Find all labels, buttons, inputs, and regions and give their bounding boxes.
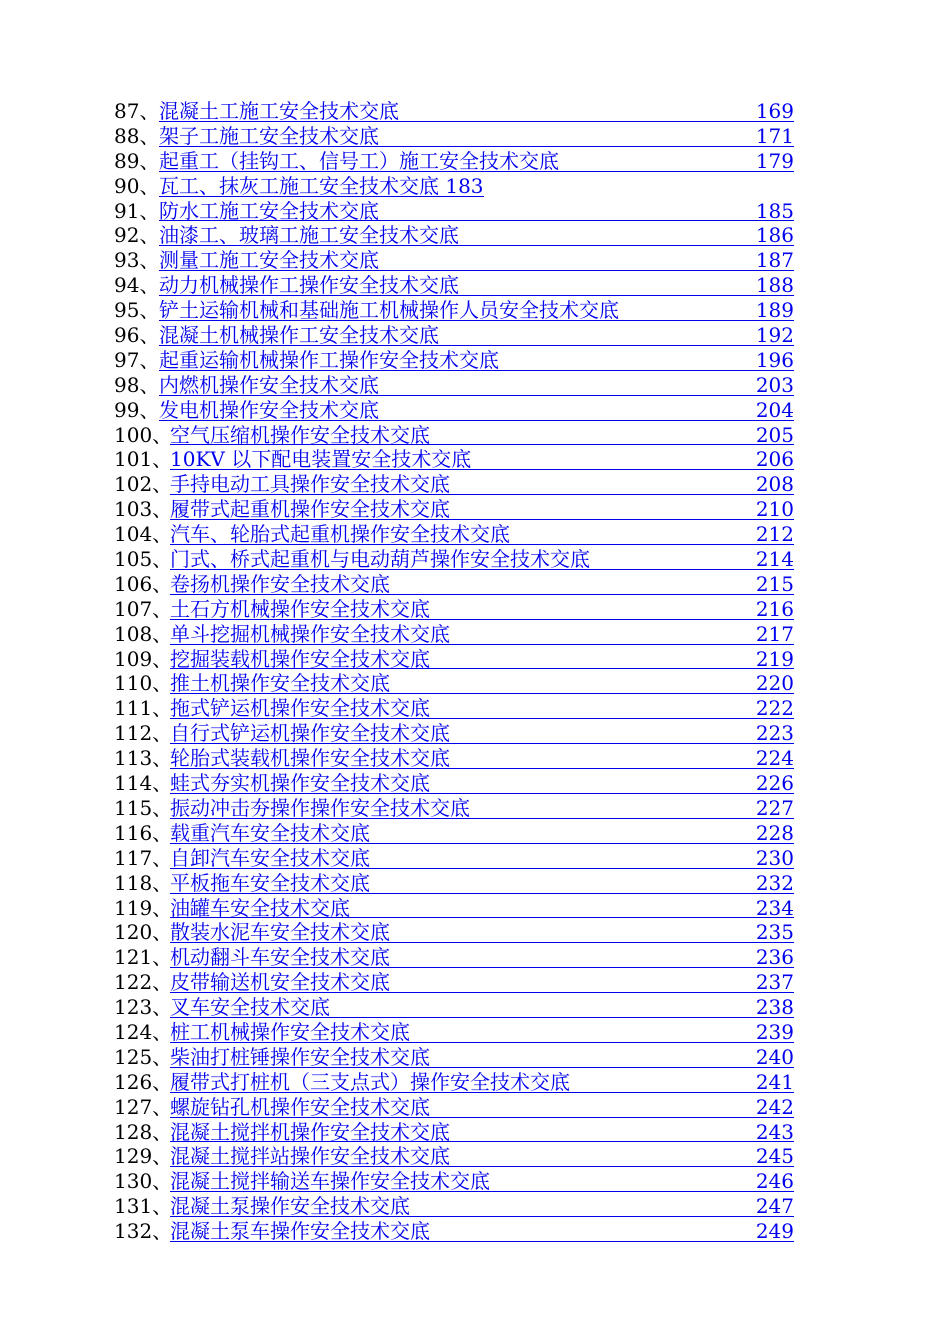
- toc-entry: [114, 223, 796, 248]
- toc-entry: [114, 472, 796, 497]
- toc-entry-number: 121、: [114, 945, 173, 970]
- toc-entry-number: 116、: [114, 820, 173, 845]
- toc-entry-link[interactable]: [170, 497, 794, 520]
- toc-entry-page-number: 215: [755, 571, 794, 596]
- toc-entry-link[interactable]: [170, 547, 794, 570]
- toc-entry: [114, 796, 796, 821]
- toc-entry-link[interactable]: [170, 945, 794, 968]
- toc-entry-title: 起重运输机械操作工操作安全技术交底: [159, 347, 499, 372]
- toc-entry-page-number: 192: [755, 323, 794, 348]
- toc-entry-page-number: 217: [755, 621, 794, 646]
- toc-entry-title: 混凝土泵操作安全技术交底: [170, 1194, 410, 1219]
- toc-entry-number: 100、: [114, 422, 173, 447]
- toc-entry: [114, 871, 796, 896]
- toc-entry-title: 螺旋钻孔机操作安全技术交底: [170, 1094, 430, 1119]
- toc-entry-number: 95、: [114, 298, 160, 323]
- toc-entry-link[interactable]: [170, 721, 794, 744]
- toc-entry-number: 89、: [114, 148, 160, 173]
- toc-entry: [114, 597, 796, 622]
- toc-entry-link[interactable]: [159, 298, 794, 321]
- toc-entry-title: 混凝土机械操作工安全技术交底: [159, 323, 439, 348]
- toc-entry: [114, 1070, 796, 1095]
- toc-entry: [114, 323, 796, 348]
- toc-entry: [114, 1045, 796, 1070]
- toc-entry-number: 101、: [114, 447, 173, 472]
- toc-entry-number: 91、: [114, 198, 160, 223]
- toc-entry: [114, 721, 796, 746]
- toc-entry-link[interactable]: [170, 970, 794, 993]
- toc-entry: [114, 995, 796, 1020]
- toc-entry: [114, 373, 796, 398]
- toc-entry-page-number: 240: [755, 1044, 794, 1069]
- toc-entry-link[interactable]: [159, 398, 794, 421]
- toc-entry: [114, 846, 796, 871]
- toc-entry-number: 122、: [114, 970, 173, 995]
- toc-entry: [114, 398, 796, 423]
- toc-entry-number: 108、: [114, 621, 173, 646]
- toc-entry: [114, 945, 796, 970]
- toc-entry: [114, 99, 796, 124]
- toc-entry-page-number: 238: [755, 995, 794, 1020]
- toc-entry: [114, 1120, 796, 1145]
- toc-entry-title: 空气压缩机操作安全技术交底: [170, 422, 430, 447]
- toc-entry-page-number: 234: [755, 895, 794, 920]
- toc-entry: [114, 572, 796, 597]
- toc-entry-title: 10KV 以下配电装置安全技术交底: [170, 447, 472, 472]
- toc-entry-link[interactable]: [170, 696, 794, 719]
- toc-entry-link[interactable]: [170, 1219, 794, 1242]
- toc-entry-number: 123、: [114, 995, 173, 1020]
- toc-entry-link[interactable]: [170, 1120, 794, 1143]
- toc-entry-number: 126、: [114, 1069, 173, 1094]
- toc-entry-title: 架子工施工安全技术交底: [159, 123, 379, 148]
- toc-entry-title: 油罐车安全技术交底: [170, 895, 350, 920]
- toc-entry-number: 104、: [114, 522, 173, 547]
- toc-entry-number: 114、: [114, 771, 173, 796]
- toc-entry-page-number: 235: [755, 920, 794, 945]
- toc-entry-title: 推土机操作安全技术交底: [170, 671, 390, 696]
- toc-entry-title: 起重工（挂钩工、信号工）施工安全技术交底: [159, 148, 559, 173]
- toc-entry-title: 卷扬机操作安全技术交底: [170, 571, 390, 596]
- toc-entry: [114, 920, 796, 945]
- toc-entry-title: 土石方机械操作安全技术交底: [170, 596, 430, 621]
- toc-entry-page-number: 214: [755, 547, 794, 572]
- toc-entry-link[interactable]: [170, 1020, 794, 1043]
- toc-entry-title: 单斗挖掘机械操作安全技术交底: [170, 621, 450, 646]
- toc-entry-page-number: 210: [755, 497, 794, 522]
- toc-entry-title: 混凝土搅拌机操作安全技术交底: [170, 1119, 450, 1144]
- toc-entry-title: 防水工施工安全技术交底: [159, 198, 379, 223]
- toc-entry-title: 门式、桥式起重机与电动葫芦操作安全技术交底: [170, 547, 590, 572]
- toc-entry-number: 119、: [114, 895, 173, 920]
- toc-entry-number: 128、: [114, 1119, 173, 1144]
- toc-entry-page-number: 169: [755, 99, 794, 123]
- toc-entry-page-number: 216: [755, 596, 794, 621]
- toc-entry-title: 履带式打桩机（三支点式）操作安全技术交底: [170, 1069, 570, 1094]
- toc-entry-link[interactable]: [159, 348, 794, 371]
- toc-entry-page-number: 179: [755, 148, 794, 173]
- toc-entry-number: 103、: [114, 497, 173, 522]
- toc-entry-link[interactable]: [159, 174, 484, 197]
- toc-entry: [114, 746, 796, 771]
- toc-entry-page-number: 196: [755, 347, 794, 372]
- toc-entry-number: 88、: [114, 123, 160, 148]
- toc-entry-title: 混凝土泵车操作安全技术交底: [170, 1219, 430, 1244]
- toc-entry-link[interactable]: [159, 323, 794, 346]
- toc-entry-number: 113、: [114, 746, 173, 771]
- toc-entry: [114, 771, 796, 796]
- toc-entry-title: 油漆工、玻璃工施工安全技术交底: [159, 223, 459, 248]
- toc-entry-page-number: 219: [755, 646, 794, 671]
- toc-entry-title: 铲土运输机械和基础施工机械操作人员安全技术交底: [159, 298, 619, 323]
- toc-entry: [114, 522, 796, 547]
- toc-entry-link[interactable]: [170, 572, 794, 595]
- toc-entry-page-number: 230: [755, 845, 794, 870]
- toc-entry-page-number: 243: [755, 1119, 794, 1144]
- toc-entry: [114, 174, 796, 199]
- toc-entry-link[interactable]: [170, 622, 794, 645]
- toc-entry-page-number: 206: [755, 447, 794, 472]
- toc-entry-number: 118、: [114, 870, 173, 895]
- toc-entry-title: 平板拖车安全技术交底: [170, 870, 370, 895]
- toc-entry: [114, 199, 796, 224]
- toc-entry-number: 132、: [114, 1219, 173, 1244]
- toc-entry-title: 散装水泥车安全技术交底: [170, 920, 390, 945]
- toc-entry-number: 94、: [114, 273, 160, 298]
- toc-entry-title: 叉车安全技术交底: [170, 995, 330, 1020]
- toc-entry-number: 105、: [114, 547, 173, 572]
- toc-entry-number: 92、: [114, 223, 160, 248]
- toc-entry-page-number: 171: [755, 123, 794, 148]
- toc-entry-link[interactable]: [170, 846, 794, 869]
- toc-entry: [114, 970, 796, 995]
- toc-entry-link[interactable]: [159, 199, 794, 222]
- toc-entry-page-number: 249: [755, 1219, 794, 1244]
- toc-entry-link[interactable]: [170, 671, 794, 694]
- toc-entry-link[interactable]: [170, 821, 794, 844]
- table-of-contents: [114, 99, 796, 1244]
- toc-entry-number: 98、: [114, 372, 160, 397]
- toc-entry-page-number: 239: [755, 1019, 794, 1044]
- toc-entry: [114, 647, 796, 672]
- toc-entry-number: 90、: [114, 173, 160, 198]
- toc-entry-page-number: 237: [755, 970, 794, 995]
- toc-entry-page-number: 188: [755, 273, 794, 298]
- toc-entry: [114, 348, 796, 373]
- toc-entry-title: 柴油打桩锤操作安全技术交底: [170, 1044, 430, 1069]
- toc-entry-title: 挖掘装载机操作安全技术交底: [170, 646, 430, 671]
- toc-entry-link[interactable]: [170, 796, 794, 819]
- toc-entry-link[interactable]: [159, 99, 794, 122]
- toc-entry-number: 112、: [114, 721, 173, 746]
- toc-entry: [114, 1219, 796, 1244]
- toc-entry: [114, 1095, 796, 1120]
- toc-entry: [114, 149, 796, 174]
- toc-entry: [114, 696, 796, 721]
- toc-entry-page-number: 241: [755, 1069, 794, 1094]
- toc-entry-link[interactable]: [170, 447, 794, 470]
- toc-entry-link[interactable]: [170, 896, 794, 919]
- toc-entry-link[interactable]: [170, 1194, 794, 1217]
- toc-entry-number: 125、: [114, 1044, 173, 1069]
- toc-entry-page-number: 203: [755, 372, 794, 397]
- toc-entry-number: 130、: [114, 1169, 173, 1194]
- toc-entry: [114, 896, 796, 921]
- toc-entry-link[interactable]: [170, 472, 794, 495]
- toc-entry-page-number: 186: [755, 223, 794, 248]
- toc-entry-page-number: 189: [755, 298, 794, 323]
- toc-entry-link[interactable]: [170, 1169, 794, 1192]
- toc-entry-link[interactable]: [170, 771, 794, 794]
- toc-entry-number: 107、: [114, 596, 173, 621]
- toc-entry-page-number: 232: [755, 870, 794, 895]
- toc-entry-page-number: 246: [755, 1169, 794, 1194]
- toc-entry-title: 自行式铲运机操作安全技术交底: [170, 721, 450, 746]
- toc-entry-number: 109、: [114, 646, 173, 671]
- toc-entry-link[interactable]: [170, 871, 794, 894]
- toc-entry-page-number: 226: [755, 771, 794, 796]
- toc-entry-link[interactable]: [170, 647, 794, 670]
- toc-entry: [114, 423, 796, 448]
- toc-entry: [114, 248, 796, 273]
- toc-entry-page-number: 185: [755, 198, 794, 223]
- toc-entry-link[interactable]: [159, 248, 794, 271]
- toc-entry-page-number: 242: [755, 1094, 794, 1119]
- toc-entry-link[interactable]: [159, 223, 794, 246]
- toc-entry-page-number: 204: [755, 397, 794, 422]
- toc-entry-title: 拖式铲运机操作安全技术交底: [170, 696, 430, 721]
- toc-entry-link[interactable]: [159, 373, 794, 396]
- toc-entry-title: 混凝土搅拌站操作安全技术交底: [170, 1144, 450, 1169]
- toc-entry: [114, 497, 796, 522]
- toc-entry-page-number: 208: [755, 472, 794, 497]
- toc-entry: [114, 1194, 796, 1219]
- toc-entry-link[interactable]: [170, 1045, 794, 1068]
- toc-entry-number: 120、: [114, 920, 173, 945]
- toc-entry-link[interactable]: [170, 522, 794, 545]
- toc-entry-link[interactable]: [170, 1144, 794, 1167]
- toc-entry-number: 87、: [114, 99, 160, 123]
- toc-entry-title: 履带式起重机操作安全技术交底: [170, 497, 450, 522]
- toc-entry-title: 混凝土搅拌输送车操作安全技术交底: [170, 1169, 490, 1194]
- toc-entry-number: 99、: [114, 397, 160, 422]
- toc-entry-title: 瓦工、抹灰工施工安全技术交底 183: [159, 173, 484, 198]
- toc-entry-title: 皮带输送机安全技术交底: [170, 970, 390, 995]
- toc-entry-page-number: 212: [755, 522, 794, 547]
- toc-entry: [114, 124, 796, 149]
- toc-entry-number: 127、: [114, 1094, 173, 1119]
- toc-entry-link[interactable]: [170, 746, 794, 769]
- toc-entry-title: 振动冲击夯操作操作安全技术交底: [170, 795, 470, 820]
- toc-entry-page-number: 247: [755, 1194, 794, 1219]
- toc-entry-number: 129、: [114, 1144, 173, 1169]
- toc-entry-title: 手持电动工具操作安全技术交底: [170, 472, 450, 497]
- toc-entry: [114, 298, 796, 323]
- toc-entry-number: 102、: [114, 472, 173, 497]
- toc-entry: [114, 1144, 796, 1169]
- toc-entry-number: 111、: [114, 696, 173, 721]
- toc-entry: [114, 273, 796, 298]
- toc-entry-link[interactable]: [170, 423, 794, 446]
- toc-entry-number: 124、: [114, 1019, 173, 1044]
- toc-entry-page-number: 223: [755, 721, 794, 746]
- toc-entry-title: 测量工施工安全技术交底: [159, 248, 379, 273]
- toc-entry-title: 载重汽车安全技术交底: [170, 820, 370, 845]
- toc-entry-link[interactable]: [170, 995, 794, 1018]
- toc-entry-link[interactable]: [170, 1070, 794, 1093]
- toc-entry-page-number: 224: [755, 746, 794, 771]
- toc-entry-number: 93、: [114, 248, 160, 273]
- toc-entry: [114, 447, 796, 472]
- toc-entry-page-number: 245: [755, 1144, 794, 1169]
- toc-entry-number: 96、: [114, 323, 160, 348]
- toc-entry-page-number: 220: [755, 671, 794, 696]
- toc-entry-page-number: 236: [755, 945, 794, 970]
- toc-entry-title: 自卸汽车安全技术交底: [170, 845, 370, 870]
- toc-entry-link[interactable]: [159, 124, 794, 147]
- toc-entry-link[interactable]: [159, 149, 794, 172]
- toc-entry-title: 混凝土工施工安全技术交底: [159, 99, 399, 123]
- toc-entry-title: 轮胎式装载机操作安全技术交底: [170, 746, 450, 771]
- toc-entry: [114, 1020, 796, 1045]
- toc-entry-number: 106、: [114, 571, 173, 596]
- toc-entry-number: 117、: [114, 845, 173, 870]
- toc-entry-page-number: 187: [755, 248, 794, 273]
- toc-entry-title: 动力机械操作工操作安全技术交底: [159, 273, 459, 298]
- toc-entry-page-number: 222: [755, 696, 794, 721]
- toc-entry-link[interactable]: [159, 273, 794, 296]
- toc-entry-page-number: 227: [755, 795, 794, 820]
- toc-entry: [114, 622, 796, 647]
- toc-entry-title: 内燃机操作安全技术交底: [159, 372, 379, 397]
- toc-entry: [114, 547, 796, 572]
- toc-entry-page-number: 205: [755, 422, 794, 447]
- toc-entry-number: 110、: [114, 671, 173, 696]
- toc-entry-number: 97、: [114, 347, 160, 372]
- toc-entry: [114, 671, 796, 696]
- toc-entry-link[interactable]: [170, 1095, 794, 1118]
- toc-entry-link[interactable]: [170, 597, 794, 620]
- toc-entry-title: 发电机操作安全技术交底: [159, 397, 379, 422]
- toc-entry: [114, 1169, 796, 1194]
- toc-entry-page-number: 228: [755, 820, 794, 845]
- toc-entry-title: 机动翻斗车安全技术交底: [170, 945, 390, 970]
- toc-entry-title: 蛙式夯实机操作安全技术交底: [170, 771, 430, 796]
- toc-entry-number: 115、: [114, 795, 173, 820]
- toc-entry-link[interactable]: [170, 920, 794, 943]
- toc-entry-title: 汽车、轮胎式起重机操作安全技术交底: [170, 522, 510, 547]
- toc-entry-number: 131、: [114, 1194, 173, 1219]
- toc-entry: [114, 821, 796, 846]
- toc-entry-title: 桩工机械操作安全技术交底: [170, 1019, 410, 1044]
